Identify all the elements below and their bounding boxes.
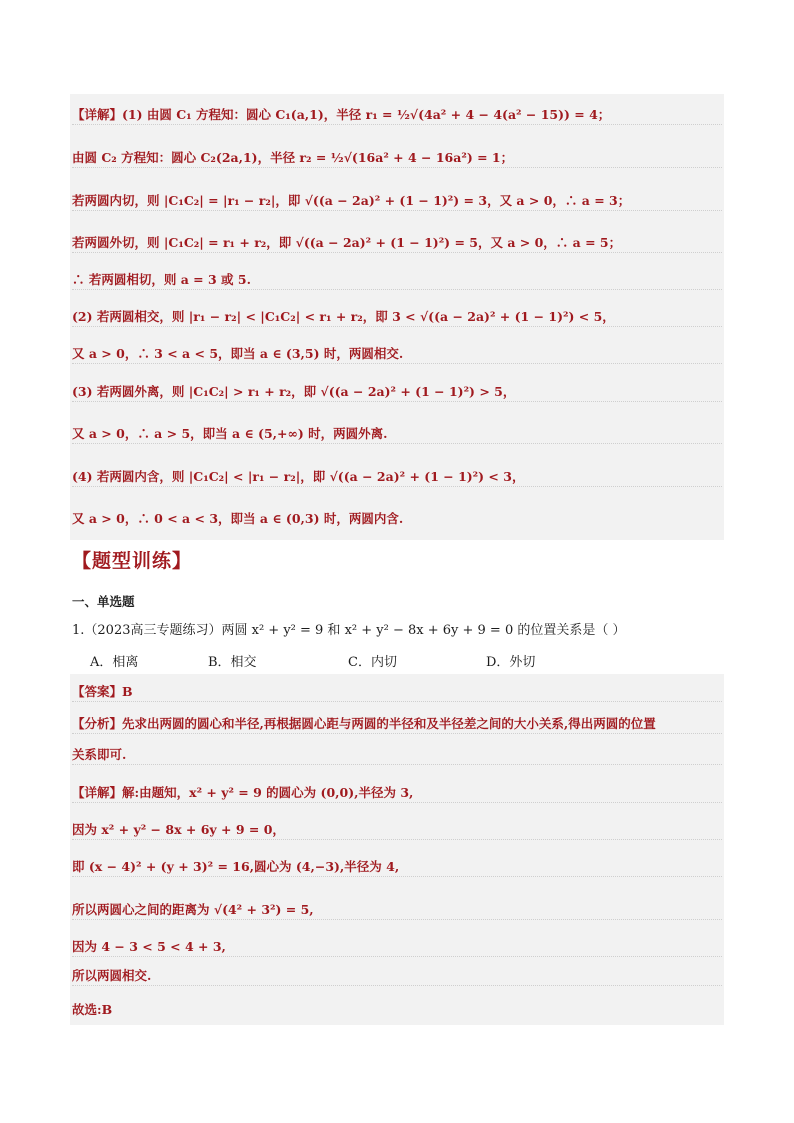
solution-line-3: 即 (x − 4)² + (y + 3)² = 16,圆心为 (4,−3),半径为 4, <box>72 858 722 877</box>
solution-line-4: 所以两圆心之间的距离为 √(4² + 3²) = 5, <box>72 901 722 920</box>
detail-line-7: 又 a > 0，∴ 3 < a < 5，即当 a ∈ (3,5) 时，两圆相交. <box>72 345 722 364</box>
detail-line-4: 若两圆外切，则 |C₁C₂| = r₁ + r₂，即 √((a − 2a)² + (1 − 1)²) = 5，又 a > 0，∴ a = 5； <box>72 234 722 253</box>
detail-line-9: 又 a > 0，∴ a > 5，即当 a ∈ (5,+∞) 时，两圆外离. <box>72 425 722 444</box>
final-choice-line: 故选:B <box>72 1002 113 1017</box>
analysis-line-2: 关系即可. <box>72 746 722 765</box>
option-d: D．外切 <box>486 655 536 670</box>
option-b: B．相交 <box>208 655 257 670</box>
option-c: C．内切 <box>348 655 397 670</box>
analysis-line-1: 【分析】先求出两圆的圆心和半径,再根据圆心距与两圆的半径和及半径差之间的大小关系,得出两圆的位置 <box>72 715 722 734</box>
solution-line-5: 因为 4 − 3 < 5 < 4 + 3, <box>72 938 722 957</box>
detail-line-8: (3) 若两圆外离，则 |C₁C₂| > r₁ + r₂，即 √((a − 2a)² + (1 − 1)²) > 5， <box>72 383 722 402</box>
detail-line-5: ∴ 若两圆相切，则 a = 3 或 5. <box>72 271 722 290</box>
solution-line-2: 因为 x² + y² − 8x + 6y + 9 = 0， <box>72 821 722 840</box>
solution-line-1: 【详解】解:由题知，x² + y² = 9 的圆心为 (0,0),半径为 3, <box>72 784 722 803</box>
answer-line: 【答案】B <box>72 683 722 702</box>
subsection-heading: 一、单选题 <box>72 594 135 609</box>
detail-line-11: 又 a > 0，∴ 0 < a < 3，即当 a ∈ (0,3) 时，两圆内含. <box>72 511 404 526</box>
section-title: 【题型训练】 <box>72 550 193 572</box>
detail-line-10: (4) 若两圆内含，则 |C₁C₂| < |r₁ − r₂|，即 √((a − 2a)² + (1 − 1)²) < 3， <box>72 468 722 487</box>
detail-line-1: 【详解】(1) 由圆 C₁ 方程知：圆心 C₁(a,1)，半径 r₁ = ½√(4a² + 4 − 4(a² − 15)) = 4； <box>72 106 722 125</box>
question-text: 1.（2023高三专题练习）两圆 x² + y² = 9 和 x² + y² − 8x + 6y + 9 = 0 的位置关系是（ ） <box>72 623 626 638</box>
option-a: A．相离 <box>90 655 139 670</box>
detail-line-6: (2) 若两圆相交，则 |r₁ − r₂| < |C₁C₂| < r₁ + r₂，即 3 < √((a − 2a)² + (1 − 1)²) < 5， <box>72 308 722 327</box>
detail-line-2: 由圆 C₂ 方程知：圆心 C₂(2a,1)，半径 r₂ = ½√(16a² + 4 − 16a²) = 1； <box>72 149 722 168</box>
detail-line-3: 若两圆内切，则 |C₁C₂| = |r₁ − r₂|，即 √((a − 2a)² + (1 − 1)²) = 3，又 a > 0，∴ a = 3； <box>72 192 722 211</box>
solution-line-6: 所以两圆相交. <box>72 967 722 986</box>
